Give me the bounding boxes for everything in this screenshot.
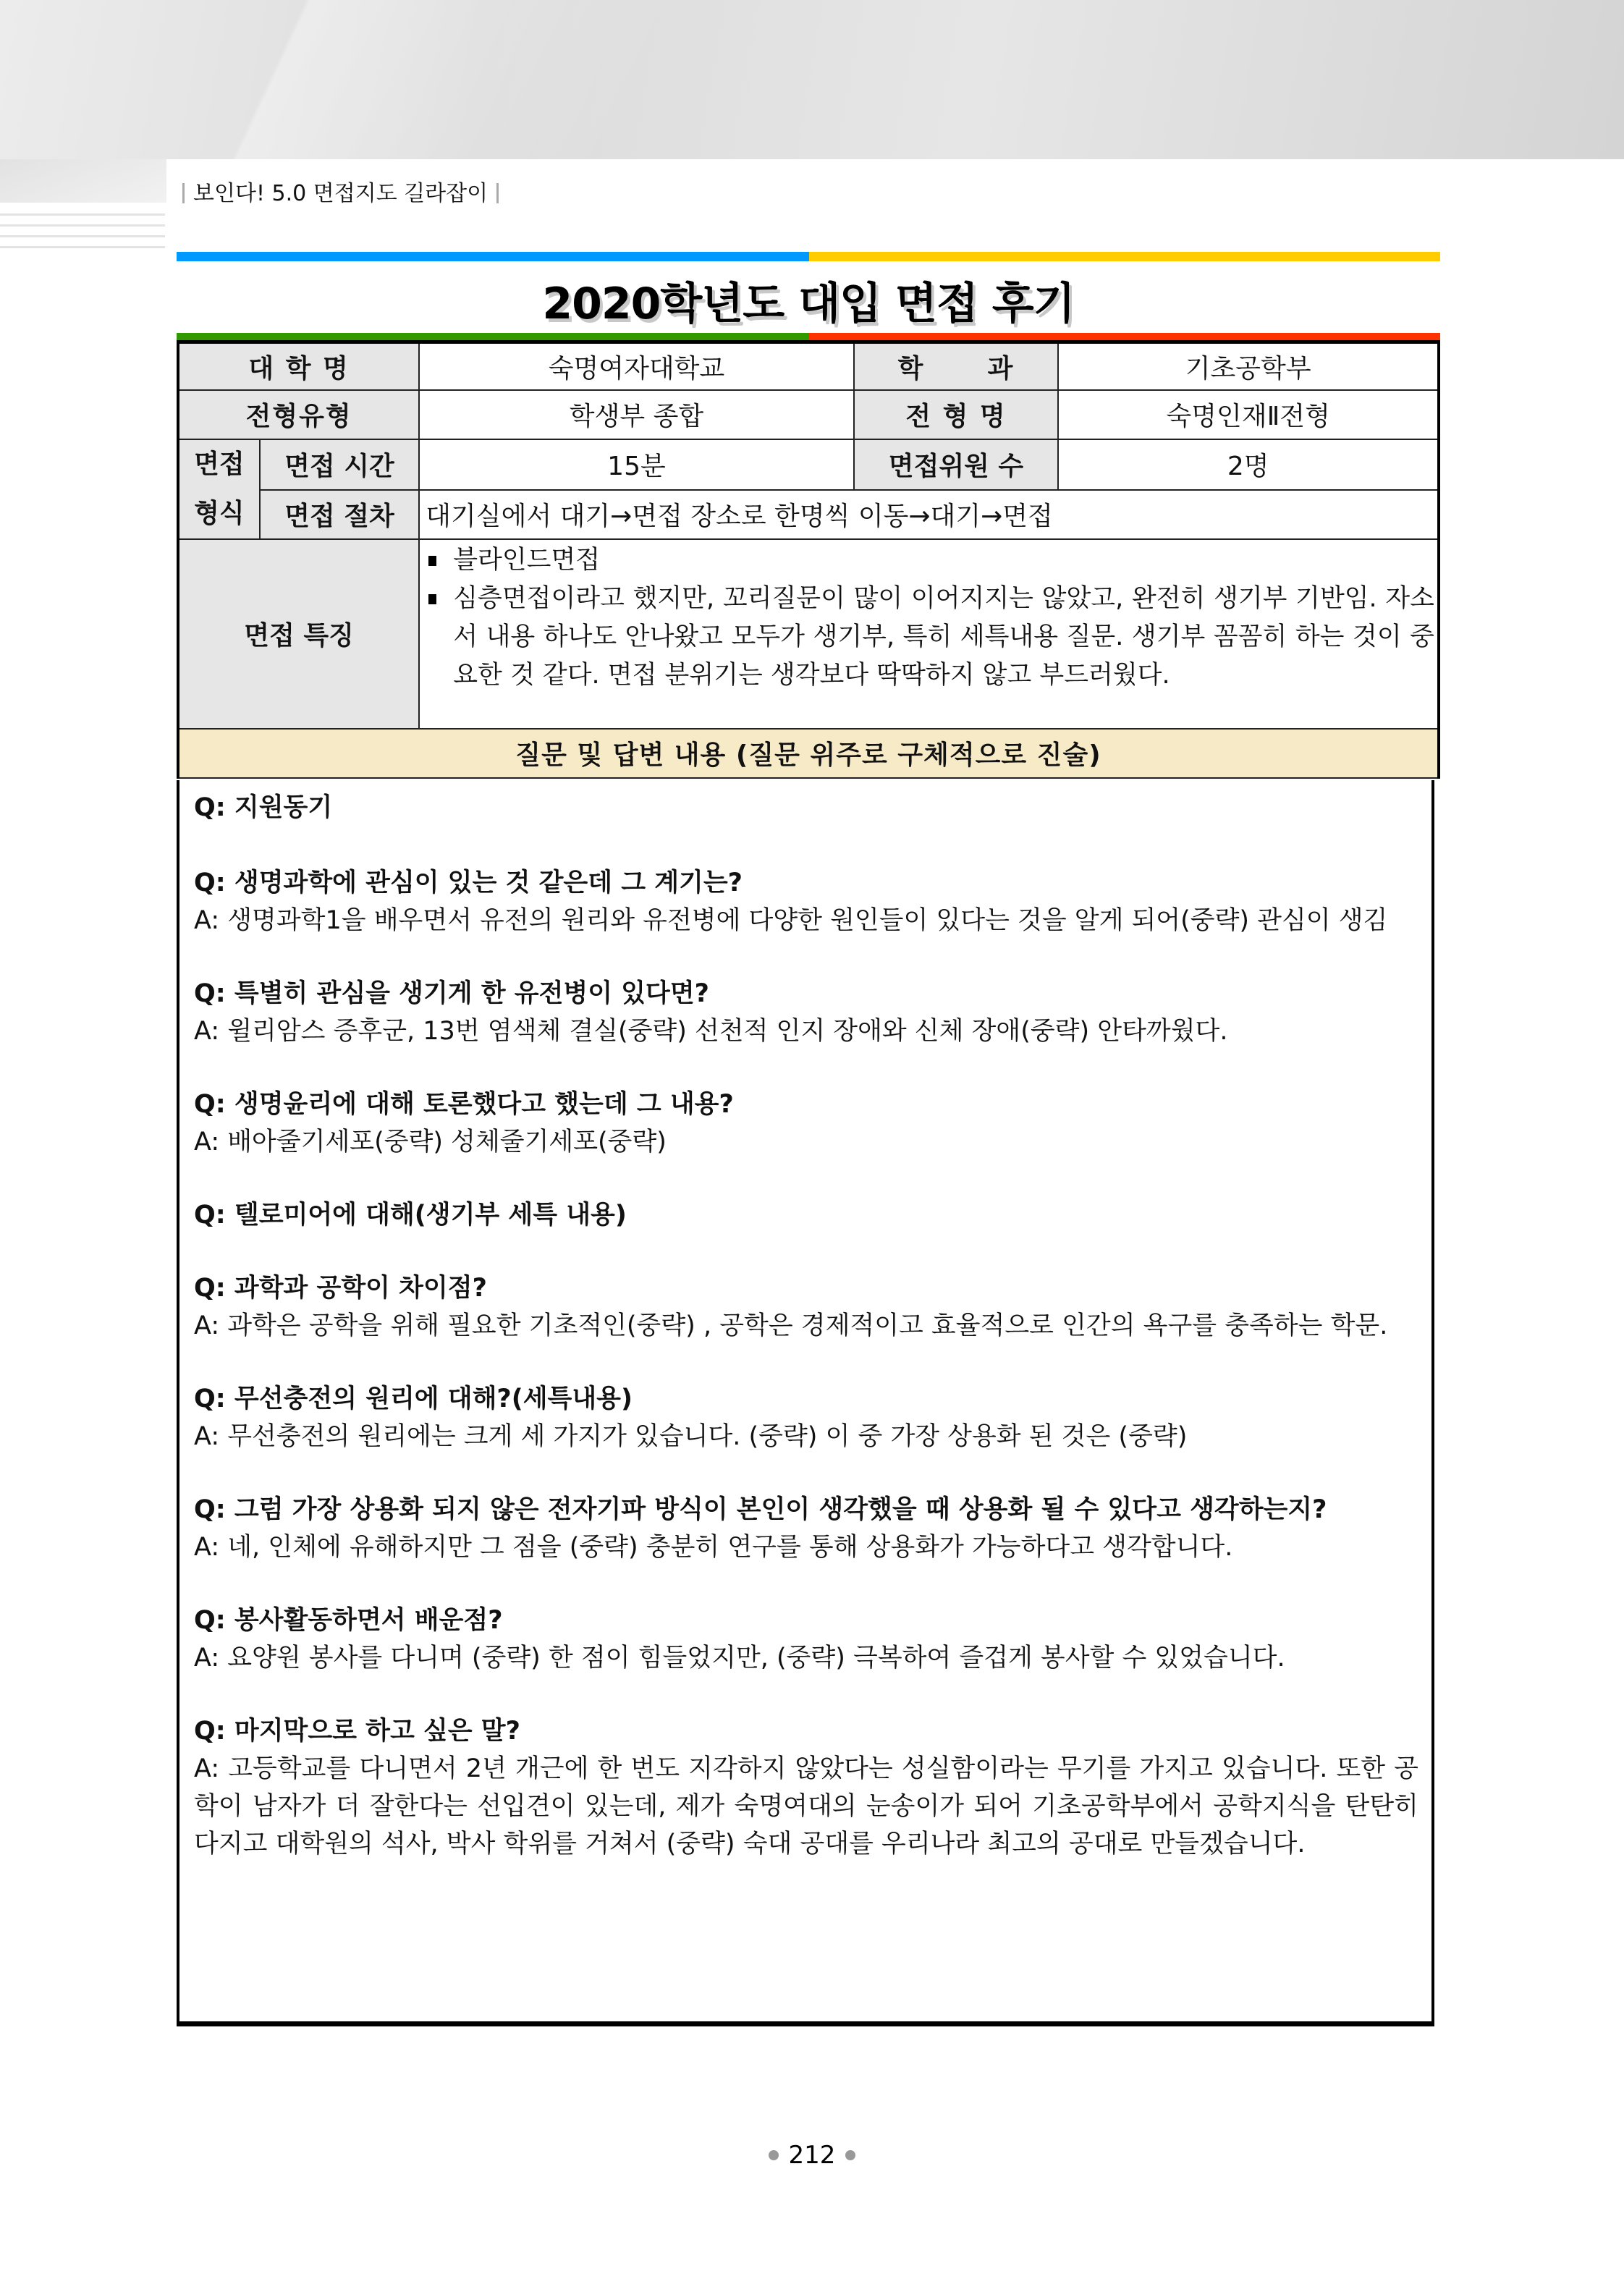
procedure-value: 대기실에서 대기→면접 장소로 한명씩 이동→대기→면접: [419, 490, 1439, 539]
answer: A: 배아줄기세포(중략) 성체줄기세포(중략): [194, 1128, 667, 1157]
qa-section-header: 질문 및 답변 내용 (질문 위주로 구체적으로 진술): [178, 729, 1439, 778]
qa-item: [194, 1269, 1418, 1345]
question: Q: 무선충전의 원리에 대해?(세특내용): [194, 1384, 633, 1413]
answer: A: 윌리암스 증후군, 13번 염색체 결실(중략) 선천적 인지 장애와 신체 장애(중략) 안타까웠다.: [194, 1017, 1228, 1046]
question: Q: 생명윤리에 대해 토론했다고 했는데 그 내용?: [194, 1090, 734, 1119]
answer: A: 네, 인체에 유해하지만 그 점을 (중략) 충분히 연구를 통해 상용화가 가능하다고 생각합니다.: [194, 1533, 1233, 1562]
question: Q: 텔로미어에 대해(생기부 세특 내용): [194, 1201, 627, 1230]
divider-bar: [182, 183, 185, 203]
department-value: 기초공학부: [1058, 342, 1439, 390]
header-background-facet: [0, 0, 1624, 159]
interviewers-value: 2명: [1058, 439, 1439, 490]
row-features: [178, 539, 1439, 729]
feature-item: 심층면접이라고 했지만, 꼬리질문이 많이 이어지지는 않았고, 완전히 생기부 기반임. 자소서 내용 하나도 안나왔고 모두가 생기부, 특히 세특내용 질문. 생기부 꼼꼼히 하는 것이 중요한 것 같다. 면접 분위기는 생각보다 딱딱하지 않고 부드러웠다.: [426, 580, 1434, 695]
qa-item: [194, 1712, 1418, 1863]
row-qa-header: [178, 729, 1439, 778]
university-value: 숙명여자대학교: [419, 342, 853, 390]
interviewers-label: 면접위원 수: [854, 439, 1059, 490]
header-background-left: [0, 159, 166, 203]
answer: A: 생명과학1을 배우면서 유전의 원리와 유전병에 다양한 원인들이 있다는 것을 알게 되어(중략) 관심이 생김: [194, 906, 1388, 935]
question: Q: 과학과 공학이 차이점?: [194, 1274, 487, 1303]
side-decoration-lines: [0, 213, 165, 257]
question: Q: 마지막으로 하고 싶은 말?: [194, 1717, 520, 1746]
page-number: [0, 2141, 1624, 2170]
answer: A: 과학은 공학을 위해 필요한 기초적인(중략) , 공학은 경제적이고 효율적으로 인간의 욕구를 충족하는 학문.: [194, 1311, 1388, 1340]
admission-type-label: 전형유형: [178, 390, 419, 439]
qa-item: [194, 1380, 1418, 1455]
time-value: 15분: [419, 439, 853, 490]
features-cell: [419, 539, 1439, 729]
interview-info-table: [177, 340, 1440, 779]
department-label: 학 과: [854, 342, 1059, 390]
question: Q: 봉사활동하면서 배운점?: [194, 1606, 503, 1635]
bullet-square-icon: [428, 556, 436, 566]
divider-bar: [496, 183, 499, 203]
admission-type-value: 학생부 종합: [419, 390, 853, 439]
answer: A: 요양원 봉사를 다니며 (중략) 한 점이 힘들었지만, (중략) 극복하여 즐겁게 봉사할 수 있었습니다.: [194, 1644, 1285, 1673]
qa-item: [194, 789, 1418, 826]
features-label: 면접 특징: [178, 539, 419, 729]
answer: A: 무선충전의 원리에는 크게 세 가지가 있습니다. (중략) 이 중 가장 상용화 된 것은 (중략): [194, 1422, 1188, 1451]
question: Q: 그럼 가장 상용화 되지 않은 전자기파 방식이 본인이 생각했을 때 상용화 될 수 있다고 생각하는지?: [194, 1495, 1327, 1524]
row-time: [178, 439, 1439, 490]
qa-content: [177, 780, 1434, 2026]
feature-item: 블라인드면접: [426, 541, 1434, 580]
admission-name-value: 숙명인재Ⅱ전형: [1058, 390, 1439, 439]
procedure-label: 면접 절차: [260, 490, 419, 539]
qa-item: [194, 1491, 1418, 1566]
qa-item: [194, 975, 1418, 1050]
stripe-top-left: [177, 252, 809, 261]
answer: A: 고등학교를 다니면서 2년 개근에 한 번도 지각하지 않았다는 성실함이라는 무기를 가지고 있습니다. 또한 공학이 남자가 더 잘한다는 선입견이 있는데, 제가 숙명여대의 눈송이가 되어 기초공학부에서 공학지식을 탄탄히 다지고 대학원의 석사, 박사 학위를 거쳐서 (중략) 숙대 공대를 우리나라 최고의 공대로 만들겠습니다.: [194, 1754, 1418, 1859]
running-head-text: 보인다! 5.0 면접지도 길라잡이: [193, 181, 489, 206]
dot-icon: [845, 2150, 855, 2160]
page-title: 2020학년도 대입 면접 후기: [542, 279, 1075, 329]
running-head: [174, 175, 507, 207]
time-label: 면접 시간: [260, 439, 419, 490]
university-label: 대 학 명: [178, 342, 419, 390]
row-university: [178, 342, 1439, 390]
qa-item: [194, 1602, 1418, 1677]
qa-item: [194, 1086, 1418, 1161]
dot-icon: [769, 2150, 779, 2160]
features-list: [420, 541, 1434, 695]
page-number-text: 212: [788, 2141, 836, 2170]
format-label-line1: 면접: [194, 449, 245, 479]
format-label-line2: 형식: [194, 498, 245, 528]
row-procedure: [178, 490, 1439, 539]
row-admission: [178, 390, 1439, 439]
bullet-square-icon: [428, 594, 436, 604]
question: Q: 지원동기: [194, 793, 333, 822]
qa-item: [194, 1196, 1418, 1234]
stripe-top-right: [809, 252, 1440, 261]
qa-item: [194, 864, 1418, 939]
format-label: [178, 439, 260, 539]
admission-name-label: 전 형 명: [854, 390, 1059, 439]
question: Q: 생명과학에 관심이 있는 것 같은데 그 계기는?: [194, 868, 743, 897]
page-card-corner: [166, 159, 1624, 261]
question: Q: 특별히 관심을 생기게 한 유전병이 있다면?: [194, 979, 709, 1008]
